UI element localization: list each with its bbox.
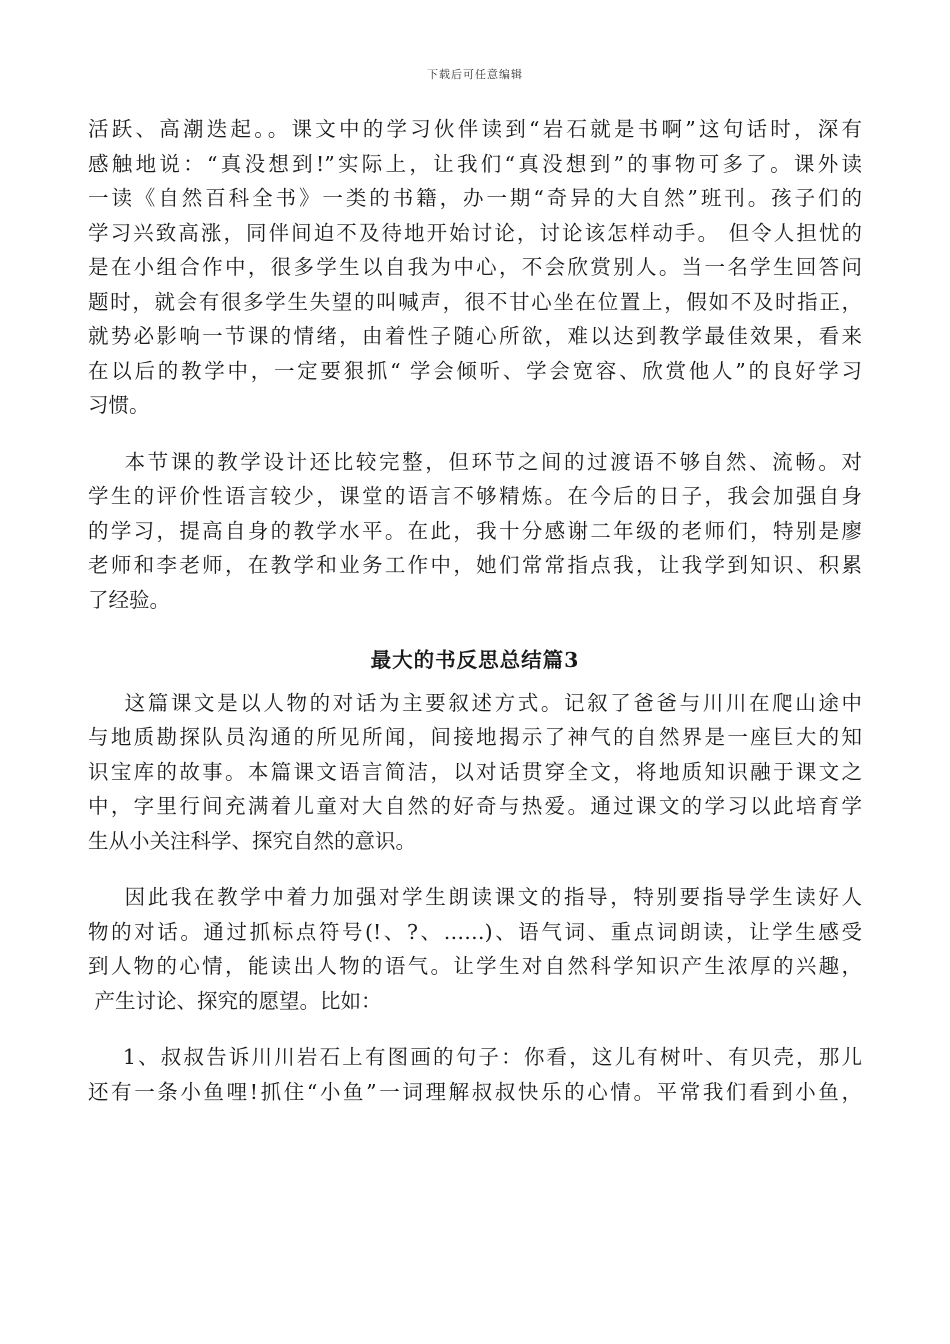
paragraph-1 bbox=[88, 112, 862, 423]
paragraph-line: 到人物的心情，能读出人物的语气。让学生对自然科学知识产生浓厚的兴趣， bbox=[88, 954, 862, 978]
paragraph-line: 产生讨论、探究的愿望。比如： bbox=[88, 988, 382, 1013]
paragraph-line: 习惯。 bbox=[88, 393, 150, 417]
paragraph-line: 在以后的教学中，一定要狠抓“ 学会倾听、学会宽容、欣赏他人”的良好学习 bbox=[88, 358, 862, 383]
paragraph-line: 学生的评价性语言较少，课堂的语言不够精炼。在今后的日子，我会加强自身 bbox=[88, 484, 862, 508]
section-title: 最大的书反思总结篇3 bbox=[370, 648, 580, 672]
paragraph-line: 的学习，提高自身的教学水平。在此，我十分感谢二年级的老师们，特别是廖 bbox=[88, 518, 862, 543]
paragraph-3 bbox=[88, 686, 862, 859]
paragraph-line: 学习兴致高涨，同伴间迫不及待地开始讨论，讨论该怎样动手。 但令人担忧的 bbox=[88, 220, 862, 245]
paragraph-line: 活跃、高潮迭起。。课文中的学习伙伴读到“岩石就是书啊”这句话时，深有 bbox=[88, 117, 862, 141]
paragraph-line: 就势必影响一节课的情绪，由着性子随心所欲，难以达到教学最佳效果，看来 bbox=[88, 324, 862, 348]
paragraph-line: 老师和李老师，在教学和业务工作中，她们常常指点我，让我学到知识、积累 bbox=[88, 553, 862, 577]
paragraph-line: 识宝库的故事。本篇课文语言简洁，以对话贯穿全文，将地质知识融于课文之 bbox=[88, 759, 862, 784]
paragraph-line: 中，字里行间充满着儿童对大自然的好奇与热爱。通过课文的学习以此培育学 bbox=[88, 794, 862, 818]
paragraph-line: 了经验。 bbox=[88, 587, 170, 612]
paragraph-line: 还有一条小鱼哩!抓住“小鱼”一词理解叔叔快乐的心情。平常我们看到小鱼， bbox=[88, 1079, 862, 1104]
paragraph-line: 本节课的教学设计还比较完整，但环节之间的过渡语不够自然、流畅。对 bbox=[88, 449, 862, 474]
paragraph-5 bbox=[88, 1040, 862, 1109]
paragraph-line: 一读《自然百科全书》一类的书籍，办一期“奇异的大自然”班刊。孩子们的 bbox=[88, 186, 862, 210]
paragraph-line: 这篇课文是以人物的对话为主要叙述方式。记叙了爸爸与川川在爬山途中 bbox=[88, 690, 862, 715]
paragraph-line: 题时，就会有很多学生失望的叫喊声，很不甘心坐在位置上，假如不及时指正， bbox=[88, 289, 862, 314]
paragraph-2 bbox=[88, 445, 862, 618]
document-body bbox=[88, 112, 862, 1109]
paragraph-line: 是在小组合作中，很多学生以自我为中心，不会欣赏别人。当一名学生回答问 bbox=[88, 255, 862, 279]
paragraph-line: 生从小关注科学、探究自然的意识。 bbox=[88, 828, 416, 853]
page-header-note: 下载后可任意编辑 bbox=[427, 68, 523, 81]
paragraph-line: 因此我在教学中着力加强对学生朗读课文的指导，特别要指导学生读好人 bbox=[88, 885, 862, 909]
paragraph-4 bbox=[88, 880, 862, 1018]
paragraph-line: 物的对话。通过抓标点符号(!、?、……)、语气词、重点词朗读，让学生感受 bbox=[88, 919, 862, 944]
paragraph-line: 感触地说：“真没想到!”实际上，让我们“真没想到”的事物可多了。课外读 bbox=[88, 151, 862, 176]
paragraph-line: 与地质勘探队员沟通的所见所闻，间接地揭示了神气的自然界是一座巨大的知 bbox=[88, 725, 862, 749]
paragraph-line: 1、叔叔告诉川川岩石上有图画的句子：你看，这儿有树叶、有贝壳，那儿 bbox=[88, 1045, 862, 1069]
